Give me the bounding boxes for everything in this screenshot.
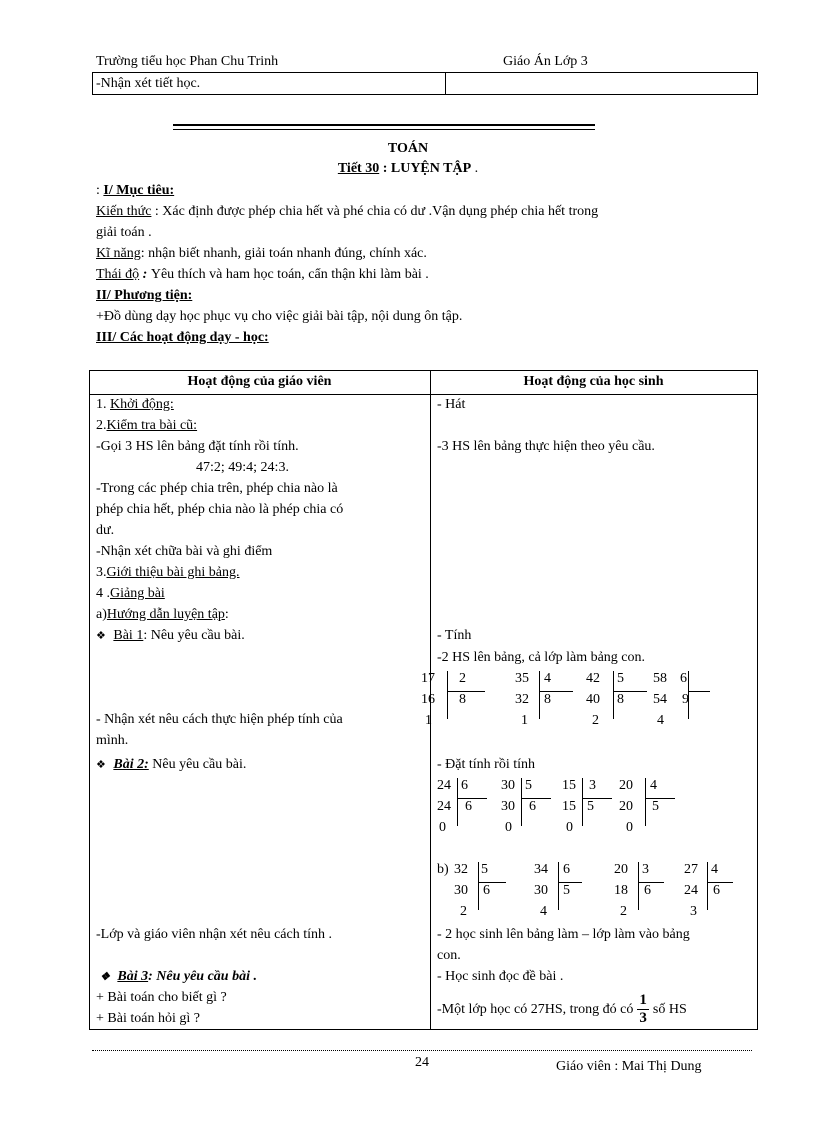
knowledge-line-2: giải toán .	[96, 225, 152, 240]
division-2b-3: 20 18 2 3 6	[614, 862, 674, 926]
subject-title: TOÁN	[387, 141, 429, 156]
activities-heading: III/ Các hoạt động dạy - học:	[96, 330, 269, 345]
means-heading: II/ Phương tiện:	[96, 288, 193, 303]
division-2a-4: 20 20 0 4 5	[619, 778, 683, 842]
student-line-4: -2 HS lên bảng, cả lớp làm bảng con.	[437, 650, 646, 665]
header-rule	[92, 72, 758, 73]
attitude-line: Thái độ : Yêu thích và ham học toán, cẩn thận khi làm bài .	[96, 267, 429, 282]
exercise-2-prompt: ❖ Bài 2: Nêu yêu cầu bài.	[96, 757, 247, 772]
student-line-8: - Học sinh đọc đề bài .	[437, 969, 564, 984]
teacher-step-2: 2.Kiểm tra bài cũ:	[96, 418, 198, 433]
lesson-title: Tiết 30 : LUYỆN TẬP .	[337, 161, 479, 176]
teacher-line-18: + Bài toán cho biết gì ?	[96, 990, 227, 1005]
fraction-one-third: $\frac{1}{3}$	[639, 992, 647, 1026]
teacher-line-3: -Gọi 3 HS lên bảng đặt tính rồi tính.	[96, 439, 299, 454]
student-column-header: Hoạt động của học sinh	[523, 374, 664, 389]
teacher-step-4a: a)Hướng dẫn luyện tập:	[96, 607, 229, 622]
teacher-column-header: Hoạt động của giáo viên	[187, 374, 332, 389]
teacher-step-3: 3.Giới thiệu bài ghi bảng.	[96, 565, 240, 580]
skill-line: Kĩ năng: nhận biết nhanh, giải toán nhanh đúng, chính xác.	[96, 246, 427, 261]
student-line-7: con.	[437, 948, 461, 963]
division-4: 58 54 4 6 9	[653, 671, 723, 739]
separator-bottom	[173, 129, 595, 130]
teacher-step-4: 4 .Giảng bài	[96, 586, 165, 601]
teacher-line-14: mình.	[96, 733, 129, 748]
teacher-name: Giáo viên : Mai Thị Dung	[556, 1059, 702, 1074]
division-2b-4: 27 24 3 4 6	[684, 862, 744, 926]
means-text: +Đồ dùng dạy học phục vụ cho việc giải bài tập, nội dung ôn tập.	[96, 309, 463, 324]
student-line-6: - 2 học sinh lên bảng làm – lớp làm vào bảng	[437, 927, 690, 942]
teacher-line-13: - Nhận xét nêu cách thực hiện phép tính của	[96, 712, 343, 727]
teacher-line-19: + Bài toán hỏi gì ?	[96, 1011, 200, 1026]
diamond-bullet-icon: ❖	[96, 759, 106, 771]
student-line-1: - Hát	[437, 397, 466, 412]
student-line-3: - Tính	[437, 628, 472, 643]
teacher-line-8: -Nhận xét chữa bài và ghi điểm	[96, 544, 273, 559]
separator-top	[173, 124, 595, 126]
teacher-line-16: -Lớp và giáo viên nhận xét nêu cách tính .	[96, 927, 332, 942]
student-line-2: -3 HS lên bảng thực hiện theo yêu cầu.	[437, 439, 655, 454]
student-line-9: -Một lớp học có 27HS, trong đó có $\frac{1}{3}$ số HS	[437, 992, 687, 1026]
teacher-step-1: 1. Khởi động:	[96, 397, 174, 412]
top-table-cell: -Nhận xét tiết học.	[96, 76, 201, 91]
student-line-5: - Đặt tính rồi tính	[437, 757, 535, 772]
teacher-line-4: 47:2; 49:4; 24:3.	[196, 460, 289, 475]
teacher-line-6: phép chia hết, phép chia nào là phép chia có	[96, 502, 344, 517]
part-b-label: b)	[437, 862, 449, 877]
division-2b-1: 32 30 2 5 6	[454, 862, 514, 926]
exercise-1-prompt: ❖ Bài 1: Nêu yêu cầu bài.	[96, 628, 245, 643]
knowledge-line: Kiến thức : Xác định được phép chia hết và phé chia có dư .Vận dụng phép chia hết trong	[96, 204, 599, 219]
division-3: 42 40 2 5 8	[586, 671, 666, 739]
division-2a-2: 30 30 0 5 6	[501, 778, 565, 842]
page-number: 24	[415, 1055, 429, 1070]
objectives-heading: : I/ Mục tiêu:	[96, 183, 175, 198]
division-2b-2: 34 30 4 6 5	[534, 862, 594, 926]
diamond-bullet-icon: ❖	[100, 971, 110, 983]
diamond-bullet-icon: ❖	[96, 630, 106, 642]
school-name: Trường tiểu học Phan Chu Trinh	[96, 54, 279, 69]
teacher-line-5: -Trong các phép chia trên, phép chia nào là	[96, 481, 338, 496]
grade-label: Giáo Án Lớp 3	[503, 54, 588, 69]
exercise-3-prompt: ❖ Bài 3: Nêu yêu cầu bài .	[100, 969, 257, 984]
division-2a-1: 24 24 0 6 6	[437, 778, 501, 842]
teacher-line-7: dư.	[96, 523, 115, 538]
division-2: 35 32 1 4 8	[515, 671, 595, 739]
division-2a-3: 15 15 0 3 5	[562, 778, 626, 842]
division-1: 17 16 1 2 8	[421, 671, 511, 739]
footer-rule	[92, 1050, 752, 1051]
